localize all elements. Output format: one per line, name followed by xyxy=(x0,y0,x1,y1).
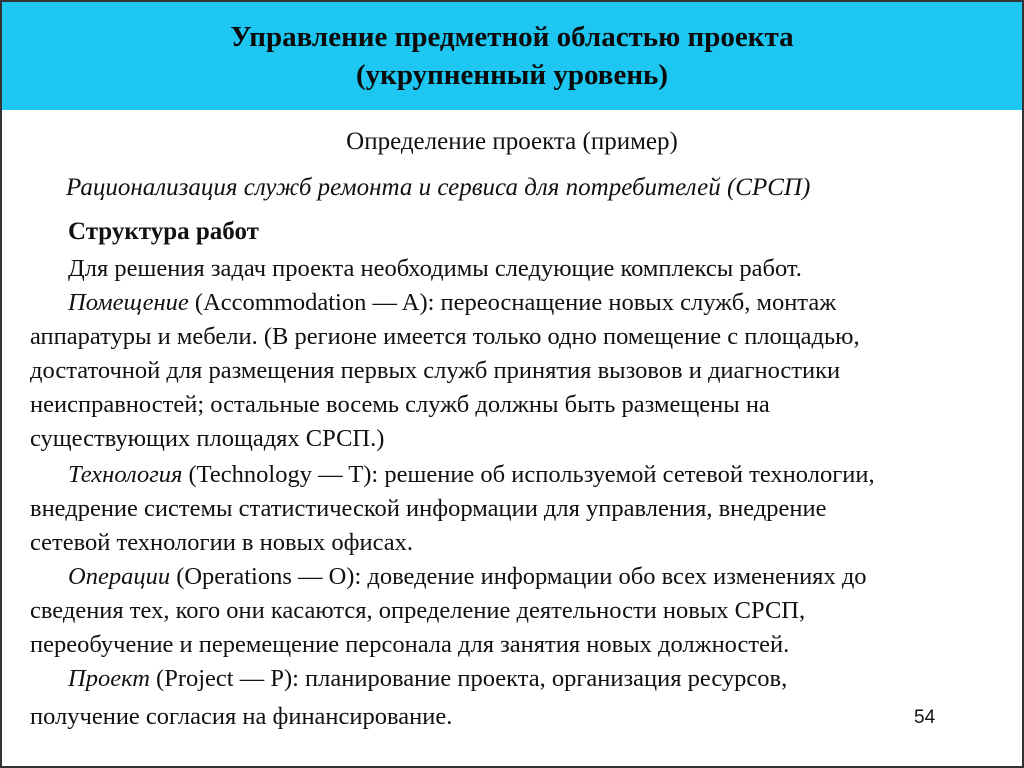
body-line xyxy=(68,562,867,592)
body-line xyxy=(68,460,875,490)
line-text: внедрение системы статистической информации для управления, внедрение xyxy=(30,495,827,522)
body-line xyxy=(68,664,787,694)
line-text: (Accommodation — A): переоснащение новых служб, монтаж xyxy=(188,289,837,316)
line-text: (Technology — T): решение об используемой сетевой технологии, xyxy=(182,461,875,488)
body-line xyxy=(30,528,413,558)
line-text: достаточной для размещения первых служб принятия вызовов и диагностики xyxy=(30,357,841,384)
line-text: сведения тех, кого они касаются, определение деятельности новых СРСП, xyxy=(30,597,806,624)
line-text: (Operations — O): доведение информации обо всех изменениях до xyxy=(170,563,867,590)
line-text: Для решения задач проекта необходимы следующие комплексы работ. xyxy=(68,255,802,282)
line-text: неисправностей; остальные восемь служб должны быть размещены на xyxy=(30,391,770,418)
subtitle: Определение проекта (пример) xyxy=(346,128,678,155)
body-line xyxy=(30,390,770,420)
body-line xyxy=(30,596,805,626)
section-heading: Структура работ xyxy=(68,218,259,245)
line-text: существующих площадях СРСП.) xyxy=(30,425,385,452)
project-name: Рационализация служб ремонта и сервиса для потребителей (СРСП) xyxy=(66,174,811,201)
line-text: сетевой технологии в новых офисах. xyxy=(30,529,414,556)
line-text: аппаратуры и мебели. (В регионе имеется только одно помещение с площадью, xyxy=(30,323,860,350)
body-line xyxy=(30,630,789,660)
line-text: переобучение и перемещение персонала для занятия новых должностей. xyxy=(30,631,790,658)
term-label: Помещение xyxy=(68,289,189,316)
body-line xyxy=(68,288,836,318)
body-line xyxy=(30,494,827,524)
term-label: Проект xyxy=(68,665,150,692)
page-number: 54 xyxy=(914,707,936,728)
body-line xyxy=(30,322,860,352)
term-label: Операции xyxy=(68,563,171,590)
line-text: получение согласия на финансирование. xyxy=(30,703,453,730)
line-text: (Project — P): планирование проекта, организация ресурсов, xyxy=(149,665,788,692)
body-line xyxy=(30,356,840,386)
slide-title-line1: Управление предметной областью проекта xyxy=(230,21,794,53)
body-line xyxy=(30,424,384,454)
term-label: Технология xyxy=(68,461,183,488)
slide-header xyxy=(2,2,1022,110)
body-line xyxy=(30,702,452,732)
slide-title-line2: (укрупненный уровень) xyxy=(355,59,669,91)
body-line xyxy=(68,254,802,284)
